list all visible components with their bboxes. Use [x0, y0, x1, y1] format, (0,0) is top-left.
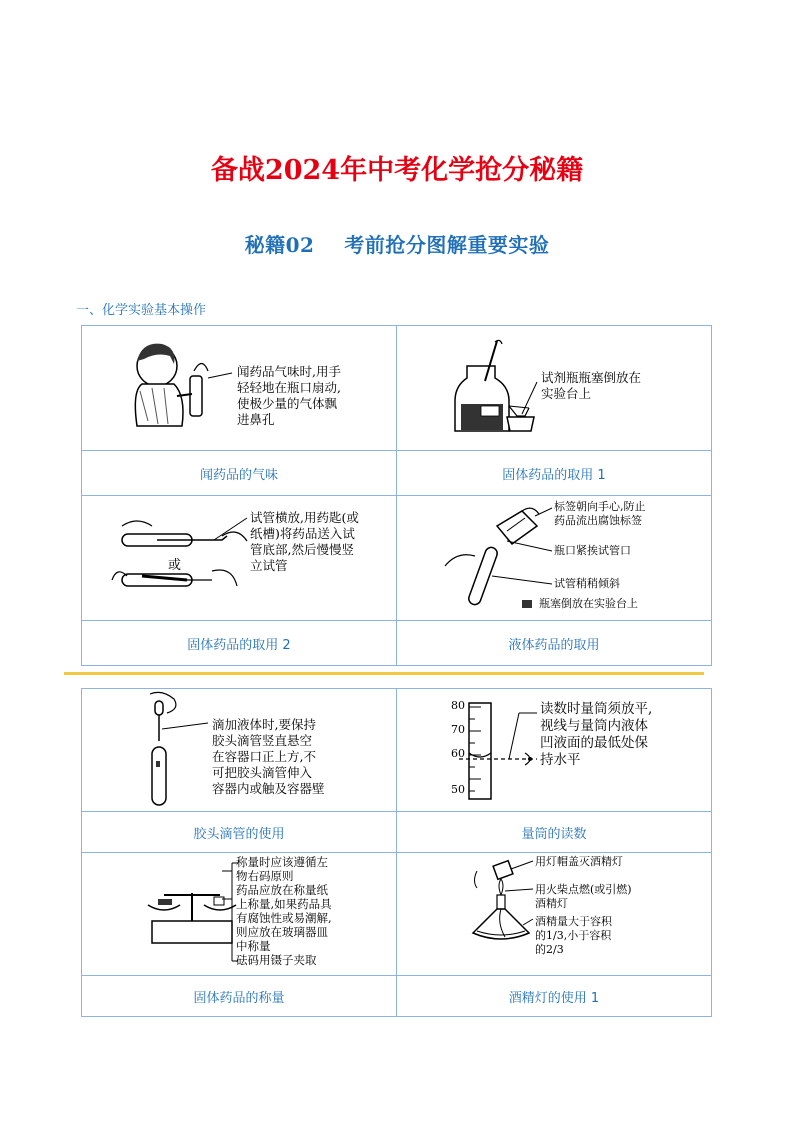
balance-note [236, 855, 332, 967]
panel-liquid-illustration [397, 496, 712, 621]
cylinder-note [540, 701, 652, 769]
scale-60: 60 [451, 747, 465, 760]
smell-note [237, 364, 341, 428]
panel-cylinder-illustration [397, 689, 712, 812]
liquid-note-label [554, 500, 646, 528]
panel-solid-1-illustration [397, 326, 712, 451]
note-line: 闻药品气味时,用手 [237, 364, 341, 379]
note-line: 视线与量筒内液体 [540, 718, 648, 734]
note-line: 使极少量的气体飘 [237, 396, 338, 411]
bottle-note [541, 370, 641, 402]
subtitle-text: 考前抢分图解重要实验 [344, 233, 550, 257]
panel-solid-2-illustration [82, 496, 397, 621]
note-line: 中称量 [236, 939, 271, 953]
caption-smell: 闻药品的气味 [82, 451, 397, 496]
caption-solid-1: 固体药品的取用 1 [397, 451, 712, 496]
caption-solid-2: 固体药品的取用 2 [82, 621, 397, 666]
caption-cylinder: 量筒的读数 [397, 812, 712, 853]
note-line: 轻轻地在瓶口扇动, [237, 380, 341, 395]
note-line: 酒精量大于容积 [535, 915, 612, 928]
note-line: 进鼻孔 [237, 412, 275, 427]
solid-2-note [250, 510, 359, 574]
note-line: 容器内或触及容器壁 [212, 781, 325, 796]
note-line: 纸槽)将药品送入试 [250, 526, 355, 541]
note-line: 立试管 [250, 558, 288, 573]
note-line: 用火柴点燃(或引燃) [535, 883, 632, 896]
lamp-note-extinguish: 用灯帽盖灭酒精灯 [535, 855, 623, 868]
note-line: 读数时量筒须放平, [540, 701, 653, 717]
scale-70: 70 [451, 723, 465, 736]
liquid-note-tilt: 试管稍稍倾斜 [554, 577, 620, 590]
caption-liquid: 液体药品的取用 [397, 621, 712, 666]
caption-lamp: 酒精灯的使用 1 [397, 976, 712, 1017]
note-line: 管底部,然后慢慢竖 [250, 542, 354, 557]
note-line: 实验台上 [541, 386, 592, 401]
panel-smell-illustration [82, 326, 397, 451]
note-line: 药品流出腐蚀标签 [554, 514, 642, 527]
section-title: 一、化学实验基本操作 [76, 303, 207, 318]
scale-80: 80 [451, 699, 465, 712]
page-subtitle [0, 229, 794, 258]
page-title: 备战2024年中考化学抢分秘籍 [210, 155, 584, 186]
note-line: 标签朝向手心,防止 [554, 500, 646, 513]
panel-balance-illustration [82, 853, 397, 976]
note-line: 凹液面的最低处保 [540, 735, 648, 751]
note-line: 胶头滴管竖直悬空 [212, 733, 313, 748]
lamp-note-volume [535, 915, 612, 957]
note-line: 持水平 [540, 752, 581, 768]
experiment-grid-1 [81, 325, 712, 666]
note-line: 滴加液体时,要保持 [212, 717, 316, 732]
note-line: 酒精灯 [535, 897, 568, 910]
lamp-note-light [535, 883, 632, 911]
subtitle-number: 秘籍02 [244, 233, 315, 257]
caption-balance: 固体药品的称量 [82, 976, 397, 1017]
note-line: 有腐蚀性或易潮解, [236, 911, 332, 925]
or-label: 或 [168, 558, 182, 573]
note-line: 可把胶头滴管伸入 [212, 765, 313, 780]
note-line: 砝码用镊子夹取 [236, 953, 317, 967]
note-line: 药品应放在称量纸 [236, 883, 328, 897]
note-line: 上称量,如果药品具 [236, 897, 332, 911]
note-line: 试剂瓶瓶塞倒放在 [541, 370, 642, 385]
note-line: 则应放在玻璃器皿 [236, 925, 328, 939]
note-line: 物右码原则 [236, 869, 294, 883]
panel-lamp-illustration [397, 853, 712, 976]
liquid-note-mouth: 瓶口紧挨试管口 [554, 544, 631, 557]
scale-50: 50 [451, 783, 465, 796]
note-line: 在容器口正上方,不 [212, 749, 316, 764]
experiment-grid-2 [81, 688, 712, 1017]
liquid-note-stopper: 瓶塞倒放在实验台上 [539, 597, 638, 610]
note-line: 称量时应该遵循左 [236, 855, 328, 869]
panel-dropper-illustration [82, 689, 397, 812]
dropper-note [212, 717, 325, 797]
section-separator [64, 672, 704, 675]
note-line: 的1/3,小于容积 [535, 929, 612, 942]
caption-dropper: 胶头滴管的使用 [82, 812, 397, 853]
note-line: 的2/3 [535, 943, 564, 956]
note-line: 试管横放,用药匙(或 [250, 510, 359, 525]
